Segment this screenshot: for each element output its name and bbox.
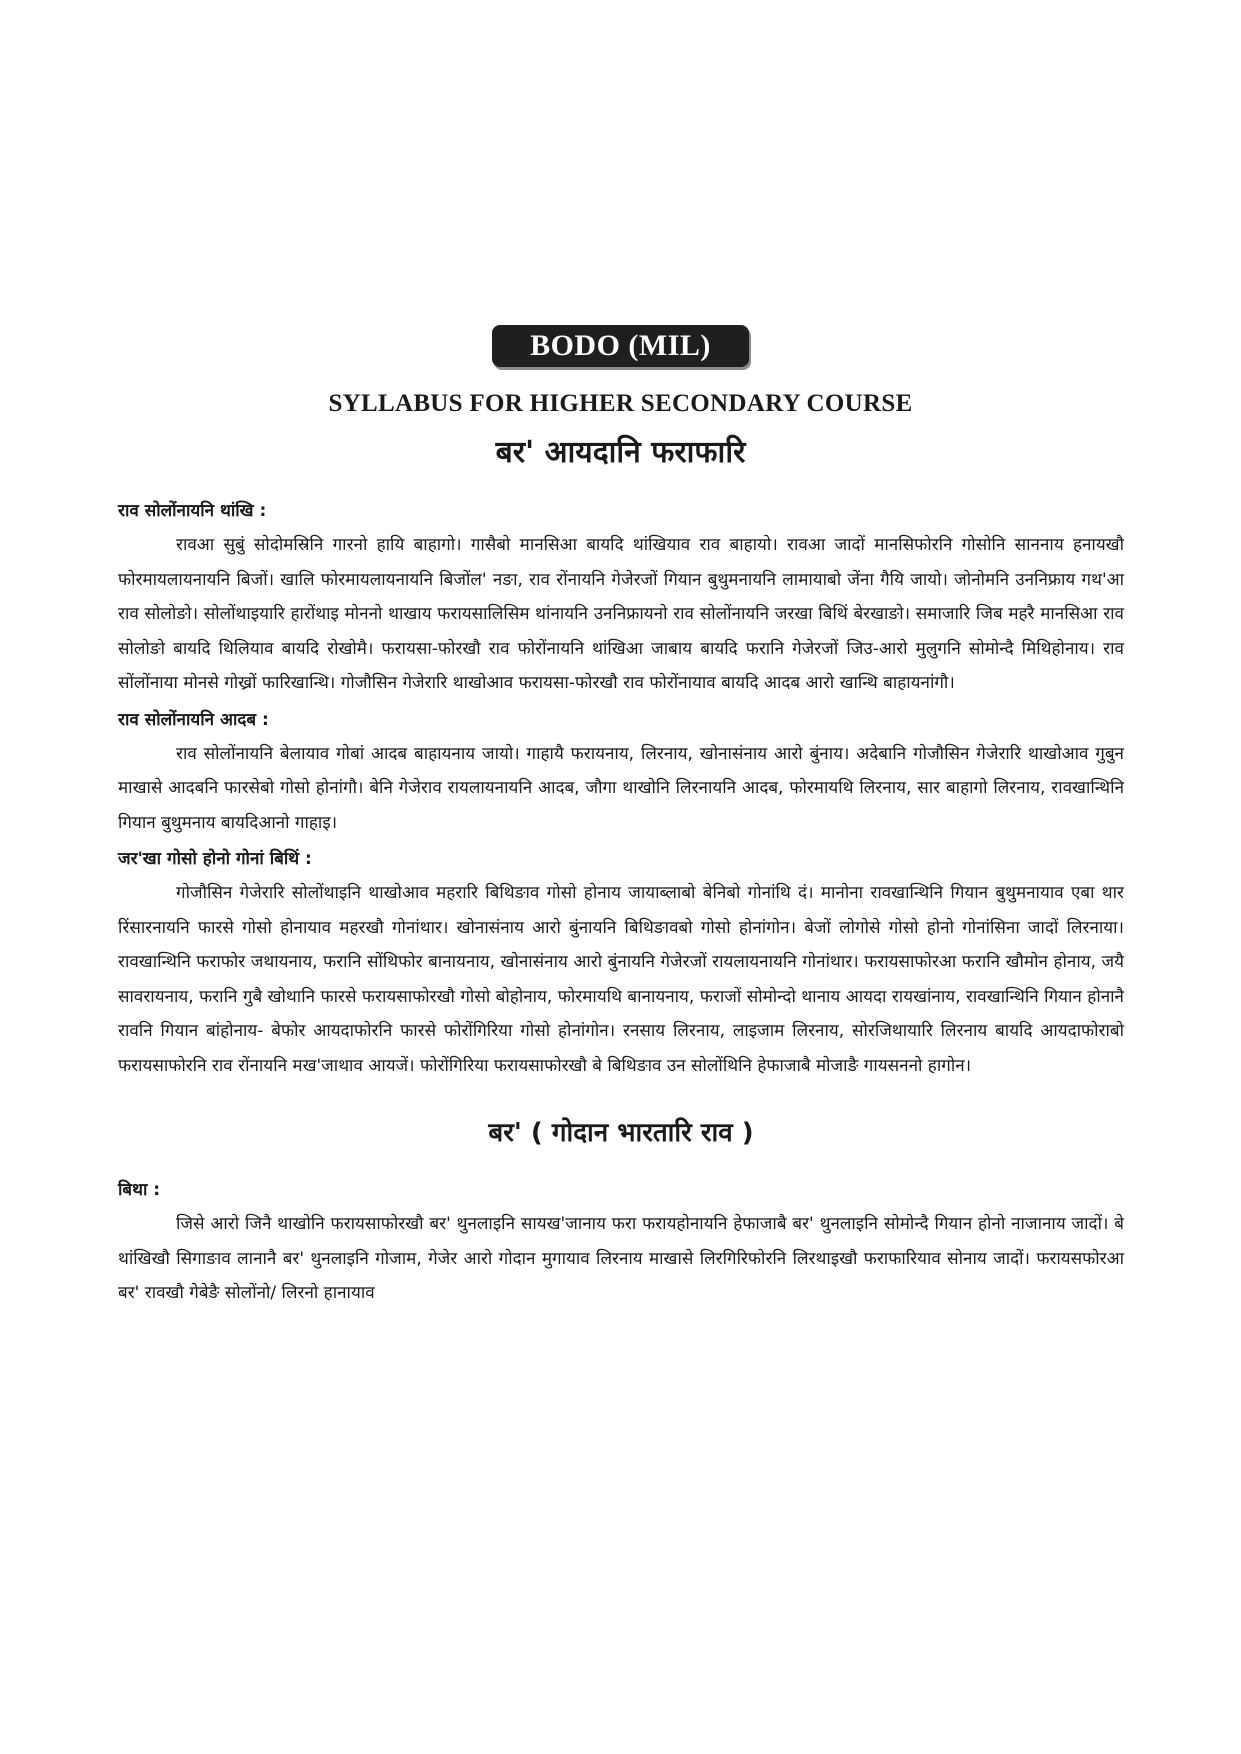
course-heading: SYLLABUS FOR HIGHER SECONDARY COURSE	[328, 390, 913, 417]
section-paragraph-skills: राव सोलोंनायनि बेलायाव गोबां आदब बाहायनाय जायो। गाहायै फरायनाय, लिरनाय, खोनासंनाय आरो बुंनाय। अदेबानि गोजौसिन गेजेरारि थाखोआव गुबुन माखासे आदबनि फारसेबो गोसो होनांगौ। बेनि गेजेराव रायलायनायनि आदब, जौगा थाखोनि लिरनायनि आदब, फोरमायथि लिरनाय, सार बाहागो लिरनाय, रावखान्थिनि गियान बुथुमनाय बायदिआनो गाहाइ।	[118, 743, 1124, 833]
section-title-bodo: बर' ( गोदान भारतारि राव )	[488, 1118, 754, 1148]
section-paragraph-bitha: जिसे आरो जिनै थाखोनि फरायसाफोरखौ बर' थुनलाइनि सायख'जानाय फरा फरायहोनायनि हेफाजाबै बर' थुनलाइनि सोमोन्दै गियान होनो नाजानाय जादों। बे थांखिखौ सिगाङाव लानानै बर' थुनलाइनि गोजाम, गेजेर आरो गोदान मुगायाव लिरनाय माखासे लिरगिरिफोरनि लिरथाइखौ फराफारियाव सोनाय जादों। फरायसफोरआ बर' रावखौ गेबेङै सोलोंनो/ लिरनो हानायाव	[118, 1214, 1124, 1303]
section-heading-bitha: बिथा :	[118, 1180, 161, 1200]
section-heading-focus-areas: जर'खा गोसो होनो गोनां बिथिं :	[118, 849, 312, 869]
content-body	[118, 498, 1124, 1317]
section-heading-objective: राव सोलोंनायनि थांखि :	[118, 501, 267, 521]
section-heading-skills: राव सोलोंनायनि आदब :	[118, 709, 269, 730]
document-title: बर' आयदानि फराफारि	[495, 435, 746, 470]
section-paragraph-focus-areas: गोजौसिन गेजेरारि सोलोंथाइनि थाखोआव महरारि बिथिङाव गोसो होनाय जायाब्लाबो बेनिबो गोनांथि दं। मानोना रावखान्थिनि गियान बुथुमनायाव एबा थार रिंसारनायनि फारसे गोसो होनायाव महरखौ गोनांथार। खोनासंनाय आरो बुंनायनि बिथिङावबो गोसो होनांगोन। बेजों लोगोसे गोसो होनो गोनांसिना जादों लिरनाया। रावखान्थिनि फराफोर जथायनाय, फरानि सोंथिफोर बानायनाय, खोनासंनाय आरो बुंनायनि गेजेरजों रायलायनायनि गोनांथार। फरायसाफोरआ फरानि खौमोन होनाय, जयै सावरायनाय, फरानि गुबै खोथानि फारसे फरायसाफोरखौ गोसो बोहोनाय, फोरमायथि बानायनाय, फराजों सोमोन्दो थानाय आयदा रायखांनाय, रावखान्थिनि गियान होनानै रावनि गियान बांहोनाय- बेफोर आयदाफोरनि फारसे फोरोंगिरिया गोसो होनांगोन। रनसाय लिरनाय, लाइजाम लिरनाय, सोरजिथायारि लिरनाय बायदि आयदाफोराबो फरायसाफोरनि राव रोंनायनि मख'जाथाव आयजें। फोरोंगिरिया फरायसाफोरखौ बे बिथिङाव उन सोलोंथिनि हेफाजाबै मोजाङै गायसननो हागोन।	[118, 883, 1124, 1076]
section-paragraph-objective: रावआ सुबुं सोदोमस्रिनि गारनो हायि बाहागो। गासैबो मानसिआ बायदि थांखियाव राव बाहायो। रावआ जादों मानसिफोरनि गोसोनि साननाय हनायखौ फोरमायलायनायनि बिजों। खालि फोरमायलायनायनि बिजोंल' नङा, राव रोंनायनि गेजेरजों गियान बुथुमनायनि लामायाबो जेंना गैयि जायो। जोनोमनि उननिफ्राय गथ'आ राव सोलोङो। सोलोंथाइयारि हारोंथाइ मोननो थाखाय फरायसालिसिम थांनायनि उननिफ्रायनो राव सोलोंनायनि जरखा बिथिं बेरखाङो। समाजारि जिब महरै मानसिआ राव सोलोङो बायदि थिलियाव बायदि रोखोमै। फरायसा-फोरखौ राव फोरोंनायनि थांखिआ जाबाय बायदि फरानि गेजेरजों जिउ-आरो मुलुगनि सोमोन्दै मिथिहोनाय। राव सोंलोंनाया मोनसे गोख्रों फारिखान्थि। गोजौसिन गेजेरारि थाखोआव फरायसा-फोरखौ राव फोरोंनायाव बायदि आदब आरो खान्थि बाहायनांगौ।	[118, 535, 1124, 693]
subject-badge: BODO (MIL)	[492, 325, 749, 367]
badge-container	[0, 325, 1241, 367]
